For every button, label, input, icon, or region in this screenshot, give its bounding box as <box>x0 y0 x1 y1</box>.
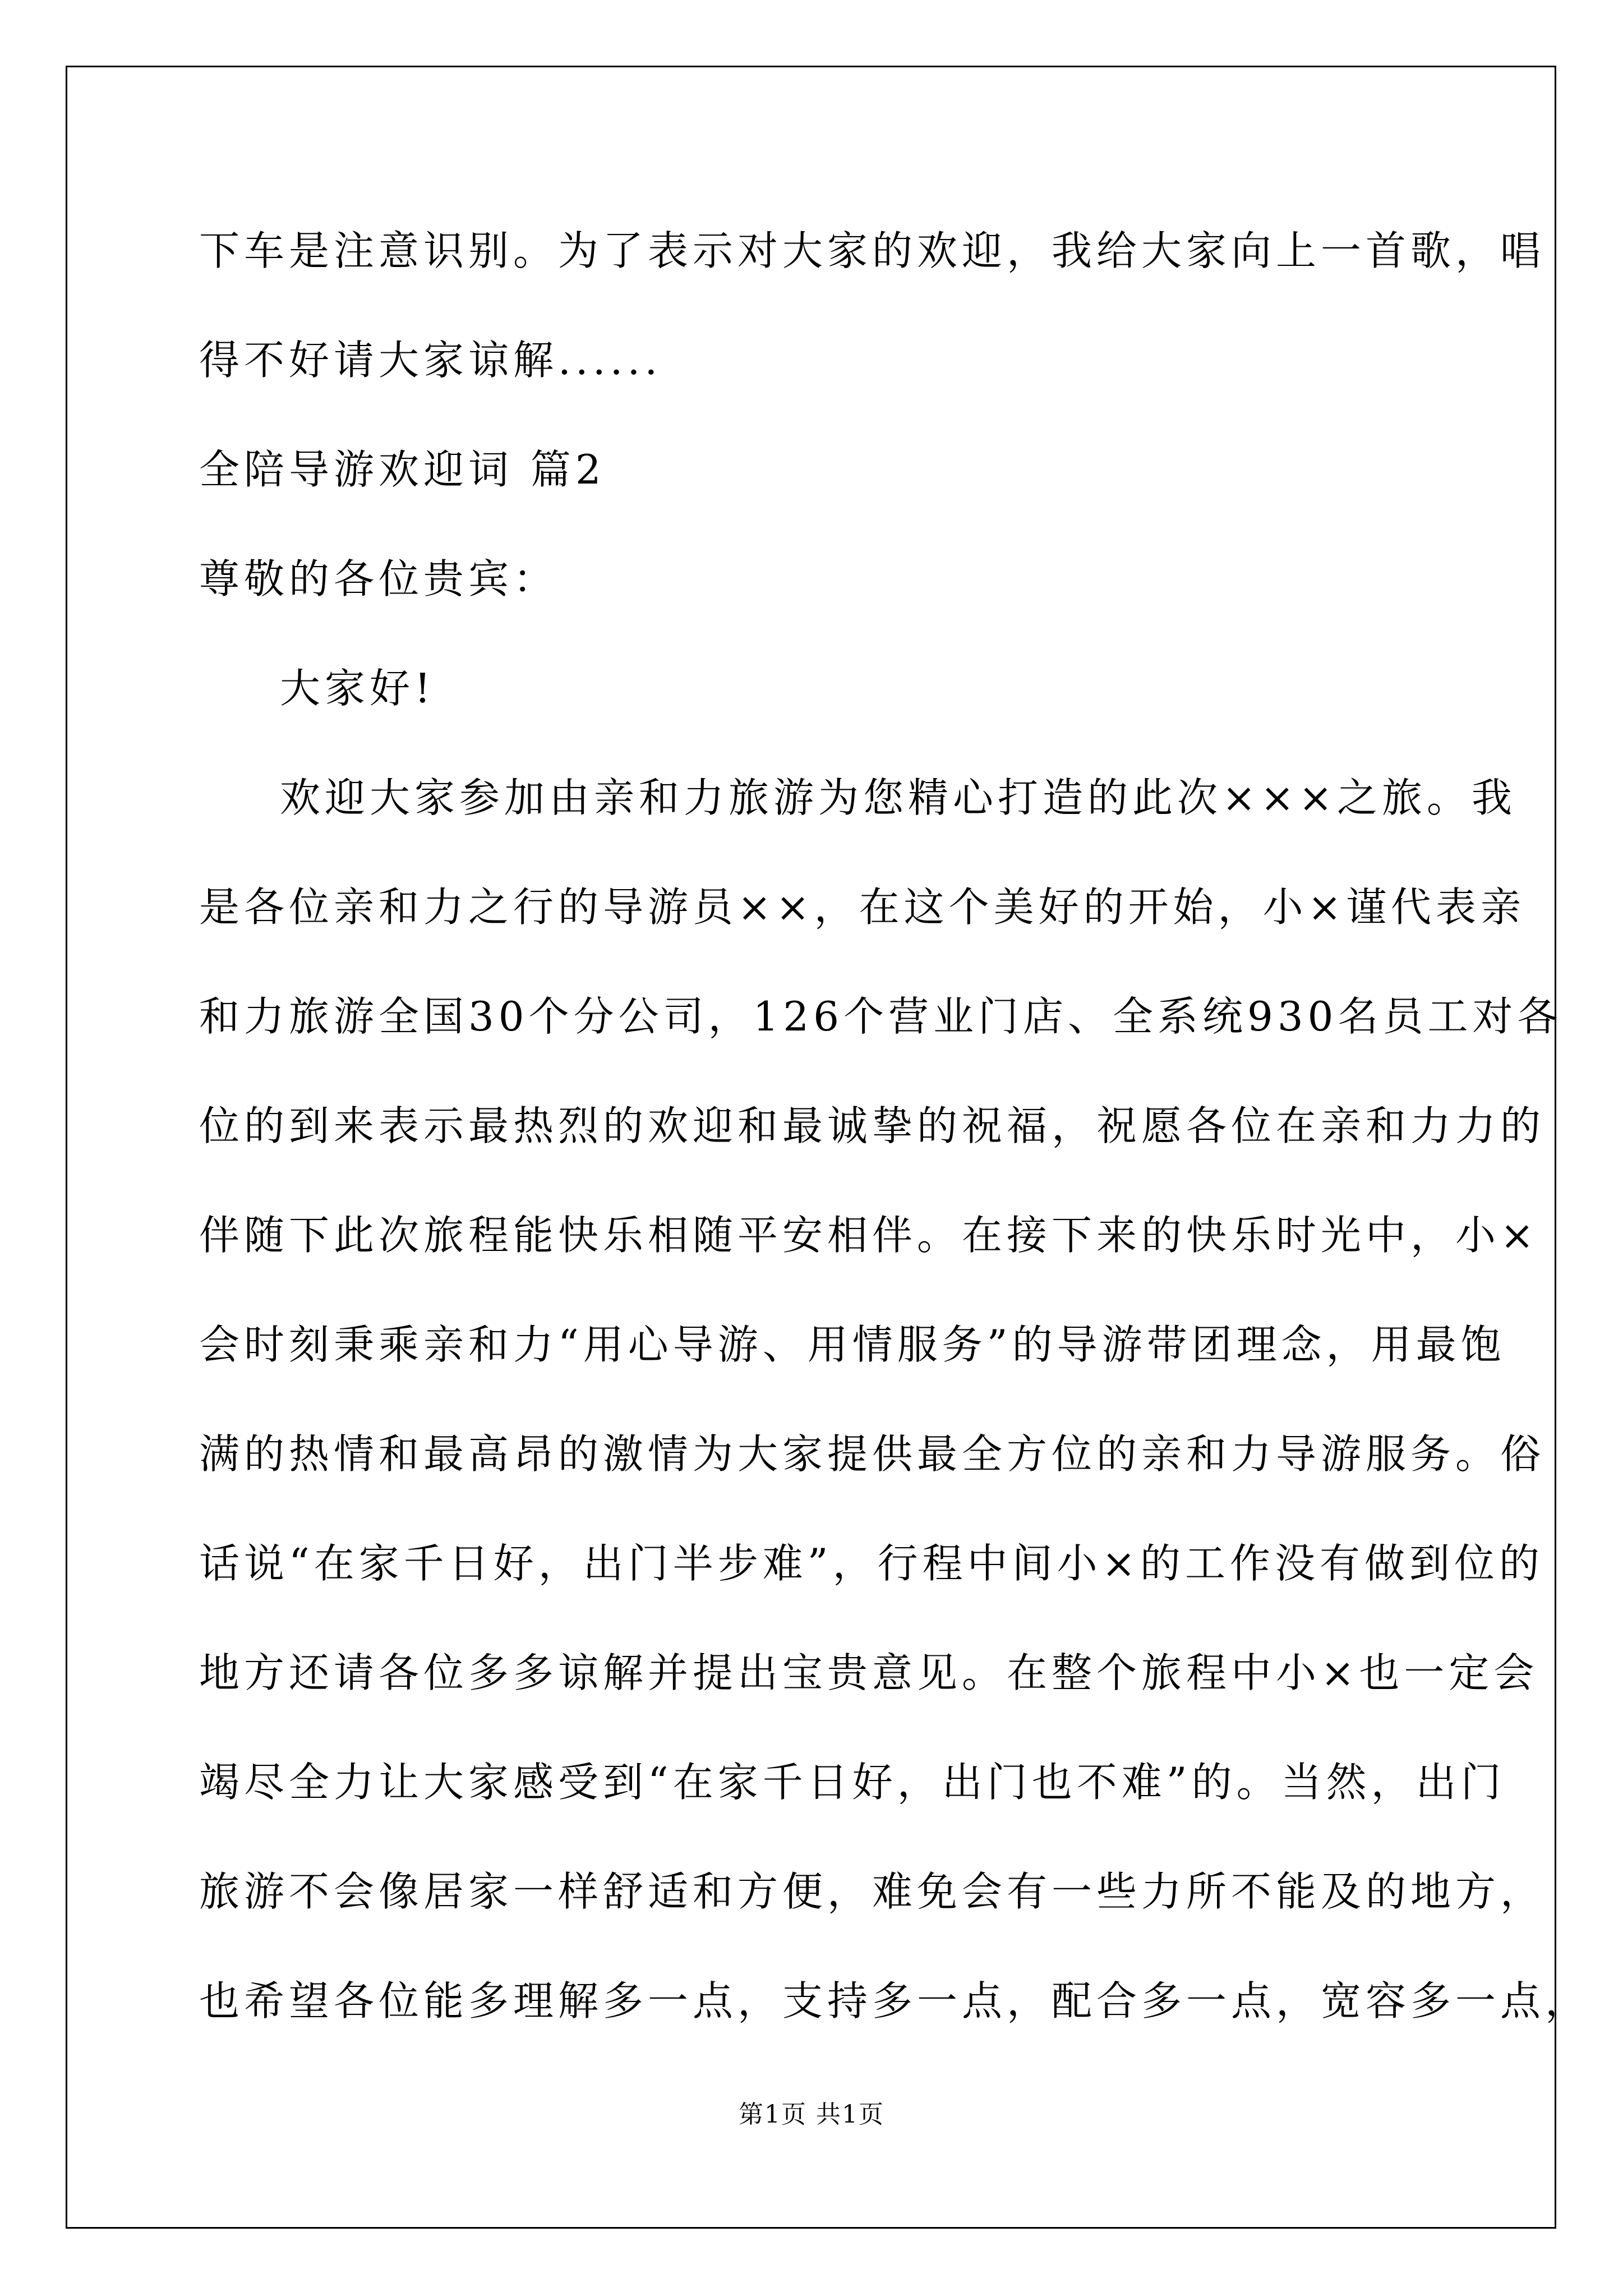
section-heading: 全陪导游欢迎词 篇2 <box>199 446 606 493</box>
text-line: 竭尽全力让大家感受到“在家千日好，出门也不难”的。当然，出门 <box>199 1759 1506 1806</box>
salutation: 尊敬的各位贵宾： <box>199 555 559 602</box>
text-line: 满的热情和最高昂的激情为大家提供最全方位的亲和力导游服务。俗 <box>199 1430 1546 1478</box>
text-line: 位的到来表示最热烈的欢迎和最诚挚的祝福，祝愿各位在亲和力力的 <box>199 1102 1546 1149</box>
text-line: 会时刻秉乘亲和力“用心导游、用情服务”的导游带团理念，用最饱 <box>199 1321 1506 1368</box>
greeting: 大家好! <box>280 665 435 712</box>
text-line: 是各位亲和力之行的导游员××，在这个美好的开始，小×谨代表亲 <box>199 884 1525 931</box>
document-body <box>199 196 1590 2056</box>
page-footer: 第1页 共1页 <box>739 2100 884 2129</box>
text-line: 下车是注意识别。为了表示对大家的欢迎，我给大家向上一首歌，唱 <box>199 227 1546 274</box>
text-line: 欢迎大家参加由亲和力旅游为您精心打造的此次×××之旅。我 <box>280 774 1516 821</box>
text-line: 话说“在家千日好，出门半步难”，行程中间小×的工作没有做到位的 <box>199 1540 1544 1587</box>
text-line: 旅游不会像居家一样舒适和方便，难免会有一些力所不能及的地方， <box>199 1868 1546 1915</box>
text-line: 地方还请各位多多谅解并提出宝贵意见。在整个旅程中小×也一定会 <box>199 1649 1539 1696</box>
text-line: 也希望各位能多理解多一点，支持多一点，配合多一点，宽容多一点， <box>199 1977 1590 2024</box>
text-line: 伴随下此次旅程能快乐相随平安相伴。在接下来的快乐时光中，小× <box>199 1212 1539 1259</box>
text-line: 和力旅游全国30个分公司，126个营业门店、全系统930名员工对各 <box>199 993 1562 1040</box>
text-line: 得不好请大家谅解...... <box>199 337 662 384</box>
